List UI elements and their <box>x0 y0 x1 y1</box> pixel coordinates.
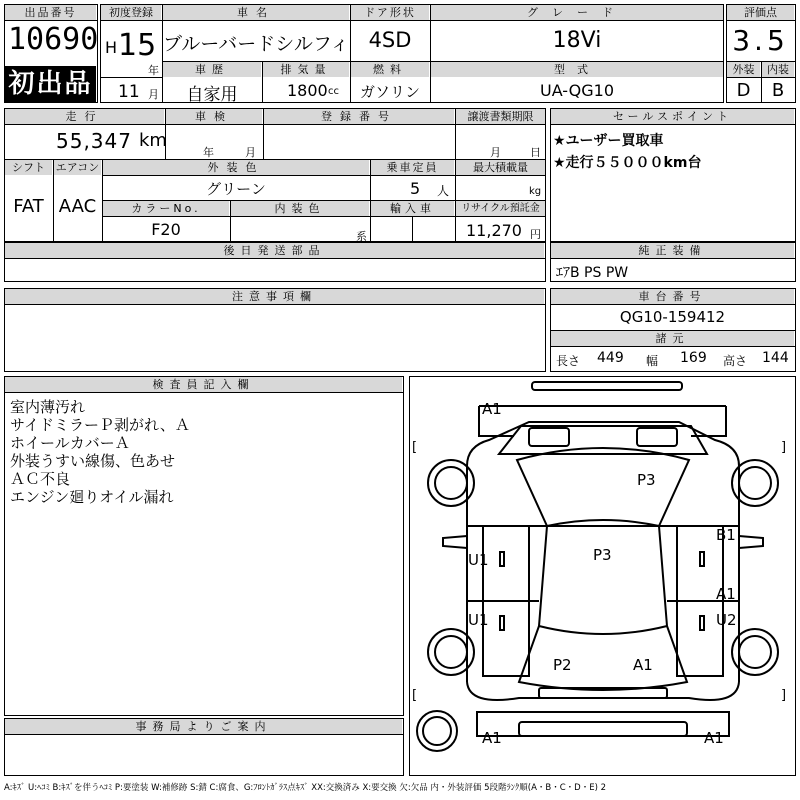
damage-mark-hood: P3 <box>637 471 656 489</box>
inspector-line-2: サイドミラーＰ剥がれ、Ａ <box>10 416 190 434</box>
displacement-value: 1800 <box>287 81 328 100</box>
mileage-label: 走行 <box>5 109 164 124</box>
recycle-label: リサイクル預託金 <box>456 201 545 216</box>
car-outline-diagram <box>409 376 796 776</box>
height-label: 高さ <box>723 354 748 368</box>
office-label: 事務局よりご案内 <box>5 719 402 734</box>
damage-mark-right-rear-door: A1 <box>716 585 736 603</box>
first-reg-year: 15 <box>118 28 157 63</box>
door-type: 4SD <box>368 28 412 52</box>
length-value: 449 <box>597 350 624 366</box>
inspection-label: 車検 <box>166 109 262 124</box>
history-label: 車歴 <box>163 62 261 77</box>
legend-footer: A:ｷｽﾞ U:ﾍｺﾐ B:ｷｽﾞを伴うﾍｺﾐ P:要塗装 W:補修跡 S:錆 C:腐食、G:ﾌﾛﾝﾄｶﾞﾗｽ点ｷｽﾞ XX:交換済み X:要交換 欠:欠品 内・外装評価 5段階ﾗﾝｸ順(A・B・C・D・E) 2 <box>4 783 607 793</box>
inspector-line-3: ホイールカバーＡ <box>10 434 130 452</box>
interior-grade: B <box>771 80 785 101</box>
score-label: 評価点 <box>727 5 794 20</box>
exterior-label: 外装 <box>727 62 760 77</box>
registration-label: 登録番号 <box>264 109 454 124</box>
recycle-amount: 11,270 <box>466 221 522 240</box>
exterior-grade: D <box>736 80 751 101</box>
model-code-value: UA-QG10 <box>539 81 614 100</box>
inspector-line-6: エンジン廻りオイル漏れ <box>10 488 174 506</box>
sales-points-box <box>550 108 796 242</box>
bracket-right-bottom: ] <box>781 688 787 703</box>
recycle-unit: 円 <box>530 228 541 241</box>
int-color-label: 内装色 <box>231 201 369 216</box>
color-no-label: カラーNo. <box>103 201 229 216</box>
import-label: 輸入車 <box>371 201 454 216</box>
sales-point-2: ★走行５５０００km台 <box>553 155 702 171</box>
width-label: 幅 <box>646 354 659 368</box>
damage-mark-roof: P3 <box>593 546 612 564</box>
history-value: 自家用 <box>186 85 238 105</box>
grade-value: 18Vi <box>552 28 602 53</box>
bracket-left-top: [ <box>412 440 418 455</box>
year-suffix: 年 <box>148 64 159 77</box>
month-suffix: 月 <box>148 88 159 101</box>
lot-label: 出品番号 <box>5 5 96 20</box>
inspector-label: 検査員記入欄 <box>5 377 402 392</box>
capacity-value: 5 <box>410 179 421 198</box>
fuel-value: ガソリン <box>359 83 420 101</box>
displacement-unit: cc <box>328 86 339 97</box>
era-mark: H <box>105 38 118 57</box>
ext-color-value: グリーン <box>206 180 266 198</box>
max-load-unit: kg <box>529 186 542 197</box>
first-listing-text: 初出品 <box>8 69 93 99</box>
score-value: 3.5 <box>732 24 789 57</box>
capacity-label: 乗車定員 <box>371 160 454 175</box>
height-value: 144 <box>762 350 789 366</box>
fuel-label: 燃料 <box>351 62 429 77</box>
length-label: 長さ <box>556 354 581 368</box>
inspection-year-suffix: 年 <box>203 146 214 159</box>
damage-mark-trunk-left: P2 <box>553 656 572 674</box>
chassis-number: QG10-159412 <box>619 308 726 326</box>
damage-mark-rear-bumper-right: A1 <box>704 729 724 747</box>
damage-mark-left-rear-door: U1 <box>468 611 489 629</box>
capacity-unit: 人 <box>437 184 450 198</box>
interior-label: 内装 <box>762 62 794 77</box>
first-reg-label: 初度登録 <box>101 5 161 20</box>
sales-points-label: セールスポイント <box>551 109 794 124</box>
equipment-label: 純正装備 <box>551 243 794 258</box>
model-name: ブルーバードシルフィ <box>163 33 350 55</box>
damage-mark-right-rear-fender: U2 <box>716 611 737 629</box>
inspection-month-suffix: 月 <box>245 146 256 159</box>
model-name-label: 車名 <box>163 5 349 20</box>
width-value: 169 <box>680 350 707 366</box>
transfer-month-suffix: 月 <box>490 146 501 159</box>
equipment-value: ｴｱB PS PW <box>556 265 629 281</box>
damage-mark-rear-bumper-left: A1 <box>482 729 502 747</box>
bracket-right-top: ] <box>781 440 787 455</box>
inspector-line-1: 室内薄汚れ <box>10 398 86 416</box>
transfer-day-suffix: 日 <box>530 146 541 159</box>
later-parts-label: 後日発送部品 <box>5 243 544 258</box>
damage-mark-right-front-fender: B1 <box>716 526 736 544</box>
dims-label: 諸元 <box>551 331 794 346</box>
shift-label: シフト <box>5 160 52 175</box>
door-label: ドア形状 <box>351 5 429 20</box>
mileage-unit: km <box>139 130 167 151</box>
displacement-label: 排気量 <box>263 62 349 77</box>
bracket-left-bottom: [ <box>412 688 418 703</box>
model-code-label: 型式 <box>431 62 723 77</box>
mileage-value: 55,347 <box>56 129 132 153</box>
lot-number: 10690 <box>8 22 99 57</box>
notes-label: 注意事項欄 <box>5 289 544 304</box>
shift-value: FAT <box>13 196 44 217</box>
inspector-line-5: ＡＣ不良 <box>10 470 71 488</box>
grade-label: グレード <box>431 5 723 20</box>
color-no-value: F20 <box>151 220 181 239</box>
damage-mark-front-bumper: A1 <box>482 400 502 418</box>
inspector-line-4: 外装うすい線傷、色あせ <box>10 452 176 470</box>
chassis-label: 車台番号 <box>551 289 794 304</box>
month-value: 11 <box>118 82 140 102</box>
aircon-value: AAC <box>58 196 97 217</box>
transfer-doc-label: 譲渡書類期限 <box>456 109 545 124</box>
aircon-label: エアコン <box>55 161 100 174</box>
int-color-suffix: 系 <box>356 230 367 243</box>
damage-mark-left-front-door: U1 <box>468 551 489 569</box>
damage-mark-trunk-right: A1 <box>633 656 653 674</box>
sales-point-1: ★ユーザー買取車 <box>553 133 664 149</box>
max-load-label: 最大積載量 <box>456 160 545 175</box>
ext-color-label: 外装色 <box>103 160 369 175</box>
